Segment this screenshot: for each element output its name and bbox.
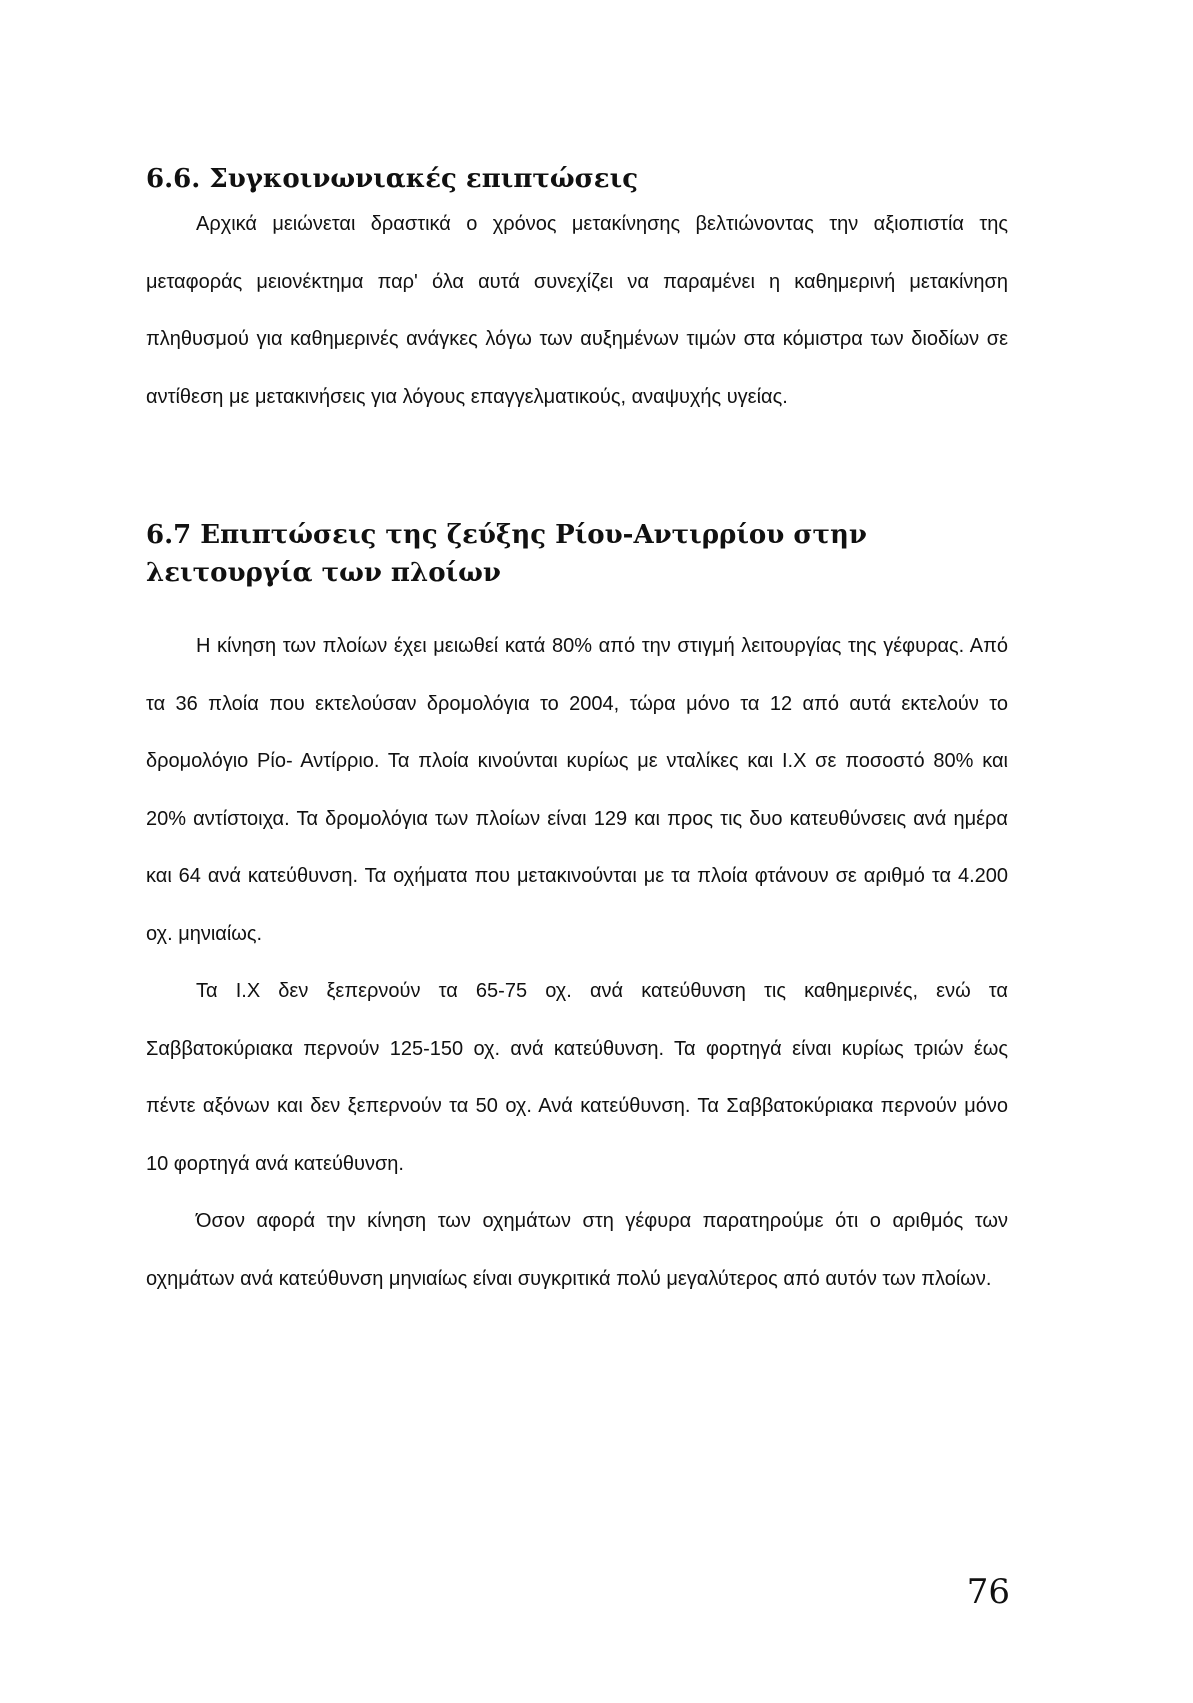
document-page <box>146 160 1008 1308</box>
paragraph-6-7-1: Η κίνηση των πλοίων έχει μειωθεί κατά 80% από την στιγμή λειτουργίας της γέφυρας. Από τα 36 πλοία που εκτελούσαν δρομολόγια το 2004, τώρα μόνο τα 12 από αυτά εκτελούν το δρομολόγιο Ρίο- Αντίρριο. Τα πλοία κινούνται κυρίως με νταλίκες και Ι.Χ σε ποσοστό 80% και 20% αντίστοιχα. Τα δρομολόγια των πλοίων είναι 129 και προς τις δυο κατευθύνσεις ανά ημέρα και 64 ανά κατεύθυνση. Τα οχήματα που μετακινούνται με τα πλοία φτάνουν σε αριθμό τα 4.200 οχ. μηνιαίως. <box>146 635 1008 945</box>
page-number: 76 <box>966 1572 1010 1612</box>
section-heading-6-7: 6.7 Επιπτώσεις της ζεύξης Ρίου-Αντιρρίου στην λειτουργία των πλοίων <box>146 520 867 588</box>
paragraph-6-7-2: Τα Ι.Χ δεν ξεπερνούν τα 65-75 οχ. ανά κατεύθυνση τις καθημερινές, ενώ τα Σαββατοκύριακα περνούν 125-150 οχ. ανά κατεύθυνση. Τα φορτηγά είναι κυρίως τριών έως πέντε αξόνων και δεν ξεπερνούν τα 50 οχ. Ανά κατεύθυνση. Τα Σαββατοκύριακα περνούν μόνο 10 φορτηγά ανά κατεύθυνση. <box>146 980 1008 1175</box>
section-heading-6-6: 6.6. Συγκοινωνιακές επιπτώσεις <box>146 164 639 194</box>
paragraph-6-7-3: Όσον αφορά την κίνηση των οχημάτων στη γέφυρα παρατηρούμε ότι ο αριθμός των οχημάτων ανά κατεύθυνση μηνιαίως είναι συγκριτικά πολύ μεγαλύτερος από αυτόν των πλοίων. <box>146 1210 1008 1290</box>
paragraph-6-6: Αρχικά μειώνεται δραστικά ο χρόνος μετακίνησης βελτιώνοντας την αξιοπιστία της μεταφοράς μειονέκτημα παρ' όλα αυτά συνεχίζει να παραμένει η καθημερινή μετακίνηση πληθυσμού για καθημερινές ανάγκες λόγω των αυξημένων τιμών στα κόμιστρα των διοδίων σε αντίθεση με μετακινήσεις για λόγους επαγγελματικούς, αναψυχής υγείας. <box>146 213 1008 408</box>
